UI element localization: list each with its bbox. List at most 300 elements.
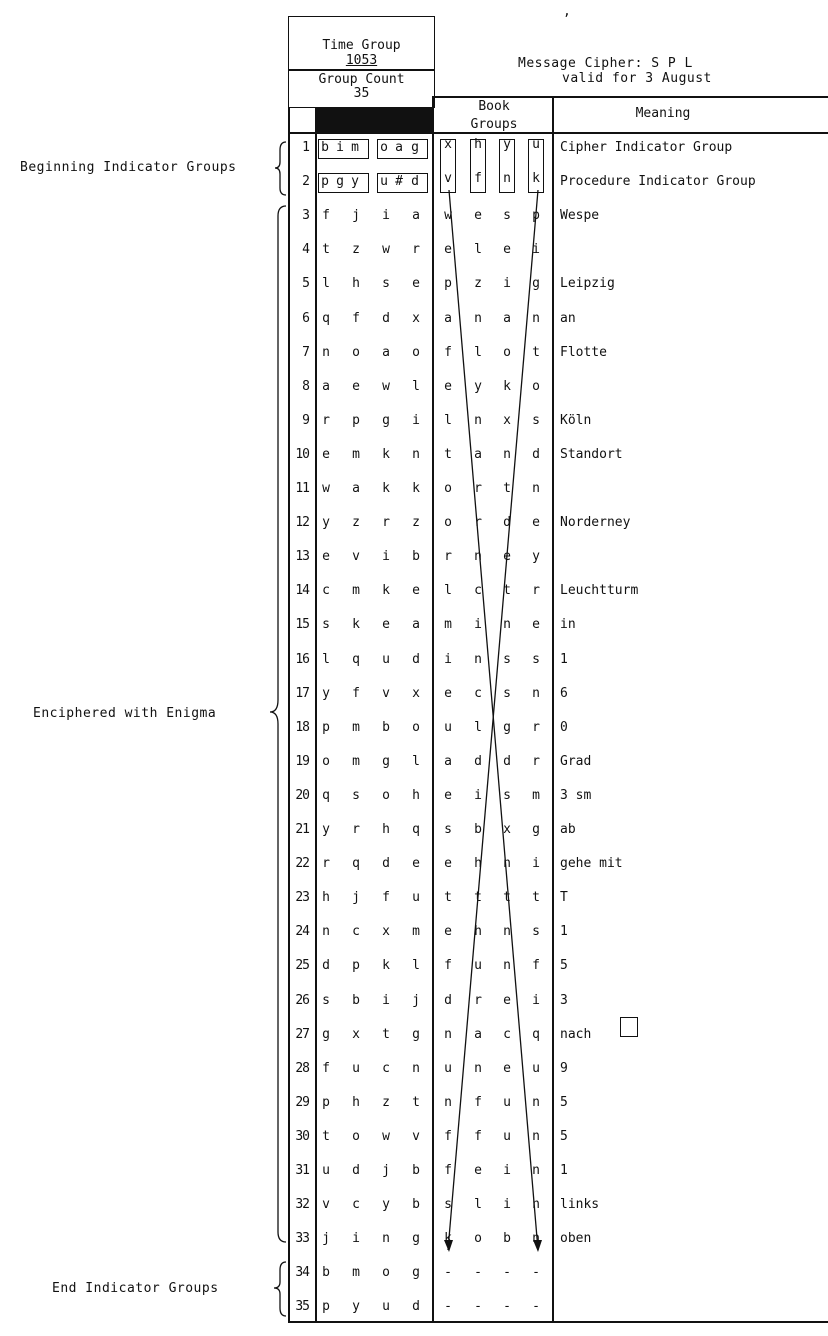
enigma-letter: v (412, 1129, 420, 1144)
book-group-letter: l (444, 583, 452, 598)
enigma-letter: z (382, 1095, 390, 1110)
book-group-letter: d (503, 515, 511, 530)
enigma-letter: x (352, 1027, 360, 1042)
enigma-letter: k (412, 481, 420, 496)
book-group-letter: f (444, 1129, 452, 1144)
book-group-letter: i (503, 1163, 511, 1178)
book-group-letter: a (444, 311, 452, 326)
row-number: 30 (295, 1129, 309, 1144)
meaning-text: 0 (560, 720, 568, 735)
book-group-letter: l (474, 242, 482, 257)
enigma-letter: j (352, 890, 360, 905)
enigma-letter: g (412, 1265, 420, 1280)
book-group-letter: v (444, 171, 452, 186)
book-group-letter: u (474, 958, 482, 973)
row-number: 9 (302, 413, 309, 428)
meaning-text: Standort (560, 447, 623, 462)
book-group-letter: e (444, 788, 452, 803)
meaning-text: ab (560, 822, 576, 837)
enigma-letter: i (382, 208, 390, 223)
time-group-value: 1053 (345, 53, 378, 68)
meaning-text: Köln (560, 413, 592, 428)
book-group-letter: r (532, 754, 540, 769)
enigma-letter: g (412, 1027, 420, 1042)
row-number: 16 (295, 652, 309, 667)
enigma-letter: r (352, 822, 360, 837)
enigma-letter: s (322, 993, 330, 1008)
row-number: 28 (295, 1061, 309, 1076)
enigma-letter: r (322, 413, 330, 428)
enigma-letter: m (412, 924, 420, 939)
book-group-letter: k (503, 379, 511, 394)
enigma-letter: e (412, 276, 420, 291)
meaning-text: oben (560, 1231, 592, 1246)
book-group-letter: - (532, 1299, 540, 1314)
book-group-letter: q (532, 1027, 540, 1042)
book-group-letter: h (474, 137, 482, 152)
book-group-letter: n (503, 617, 511, 632)
book-group-letter: e (474, 208, 482, 223)
book-group-letter: - (444, 1299, 452, 1314)
brace-end (274, 1262, 286, 1316)
enigma-letter: g (322, 1027, 330, 1042)
enigma-letter: y (322, 686, 330, 701)
enigma-letter: e (322, 447, 330, 462)
book-group-letter: n (444, 1027, 452, 1042)
brace-beginning (275, 142, 286, 195)
enigma-letter: x (412, 311, 420, 326)
enigma-letter: o (412, 345, 420, 360)
enigma-letter: n (412, 447, 420, 462)
book-group-letter: i (503, 1197, 511, 1212)
book-group-letter: f (532, 958, 540, 973)
book-groups-label-2: Groups (470, 117, 518, 132)
row-number: 27 (295, 1027, 309, 1042)
book-group-letter: r (474, 993, 482, 1008)
book-group-letter: r (474, 515, 482, 530)
book-group-letter: l (474, 720, 482, 735)
enigma-letter: i (352, 1231, 360, 1246)
book-group-letter: g (532, 276, 540, 291)
book-group-letter: t (444, 447, 452, 462)
book-group-letter: p (444, 276, 452, 291)
enigma-letter: f (352, 311, 360, 326)
book-group-letter: d (532, 447, 540, 462)
book-group-letter: f (474, 1095, 482, 1110)
book-group-letter: b (503, 1231, 511, 1246)
enigma-letter: a (395, 140, 403, 155)
enigma-letter: m (352, 720, 360, 735)
enigma-letter: k (352, 617, 360, 632)
book-group-letter: n (532, 1095, 540, 1110)
enigma-letter: y (382, 1197, 390, 1212)
book-group-letter: m (532, 788, 540, 803)
meaning-text: T (560, 890, 568, 905)
book-group-letter: e (503, 993, 511, 1008)
enigma-letter: k (382, 447, 390, 462)
book-group-letter: y (503, 137, 511, 152)
enigma-letter: b (352, 993, 360, 1008)
row-number: 4 (302, 242, 309, 257)
book-group-letter: n (503, 924, 511, 939)
row-number: 35 (295, 1299, 309, 1314)
row-number: 13 (295, 549, 309, 564)
group-count-label: Group Count (318, 72, 405, 87)
book-group-letter: n (503, 171, 511, 186)
enigma-letter: k (382, 958, 390, 973)
book-group-letter: e (532, 515, 540, 530)
book-group-letter: a (474, 447, 482, 462)
book-group-letter: i (532, 993, 540, 1008)
enigma-letter: l (322, 276, 330, 291)
book-group-letter: a (444, 754, 452, 769)
book-group-letter: o (532, 379, 540, 394)
book-group-letter: t (474, 890, 482, 905)
enigma-letter: e (382, 617, 390, 632)
enigma-letter: a (412, 208, 420, 223)
enigma-letter: z (352, 515, 360, 530)
book-group-letter: - (444, 1265, 452, 1280)
enigma-letter: u (380, 174, 388, 189)
enigma-letter: q (352, 652, 360, 667)
enigma-letter: x (382, 924, 390, 939)
enigma-letter: b (412, 549, 420, 564)
enigma-letter: c (382, 1061, 390, 1076)
enigma-letter: m (352, 1265, 360, 1280)
book-group-letter: c (503, 1027, 511, 1042)
enigma-letter: f (322, 1061, 330, 1076)
book-group-letter: n (532, 1163, 540, 1178)
brace-enciphered (270, 206, 286, 1242)
book-group-letter: x (444, 137, 452, 152)
meaning-text: an (560, 311, 576, 326)
row-number: 7 (302, 345, 309, 360)
book-group-letter: u (503, 1095, 511, 1110)
enigma-letter: o (352, 345, 360, 360)
book-group-letter: m (444, 617, 452, 632)
enigma-letter: o (382, 1265, 390, 1280)
enigma-letter: o (380, 140, 388, 155)
enigma-letter: d (412, 652, 420, 667)
meaning-text: Cipher Indicator Group (560, 140, 733, 155)
enigma-letter: p (352, 958, 360, 973)
enigma-letter: f (322, 208, 330, 223)
book-group-letter: l (474, 1197, 482, 1212)
enigma-letter: l (412, 754, 420, 769)
row-number: 12 (295, 515, 309, 530)
book-group-letter: n (444, 1095, 452, 1110)
book-group-letter: - (503, 1299, 511, 1314)
enigma-letter: j (322, 1231, 330, 1246)
row-number: 31 (295, 1163, 309, 1178)
enigma-letter: z (352, 242, 360, 257)
enigma-letter: w (322, 481, 330, 496)
cipher-line-1: Message Cipher: S P L (518, 56, 693, 71)
enigma-letter: g (412, 1231, 420, 1246)
book-group-letter: n (532, 311, 540, 326)
book-group-letter: h (474, 924, 482, 939)
enigma-letter: y (352, 1299, 360, 1314)
book-group-letter: w (444, 208, 452, 223)
row-number: 22 (295, 856, 309, 871)
meaning-text: 1 (560, 1163, 568, 1178)
book-group-letter: e (444, 242, 452, 257)
book-group-letter: i (532, 856, 540, 871)
book-group-letter: f (444, 1163, 452, 1178)
book-group-letter: s (503, 788, 511, 803)
enigma-letter: d (322, 958, 330, 973)
cipher-line-2: valid for 3 August (562, 71, 712, 86)
label-enciphered: Enciphered with Enigma (33, 706, 217, 721)
enigma-letter: g (382, 754, 390, 769)
row-number: 34 (295, 1265, 309, 1280)
enigma-letter: r (382, 515, 390, 530)
row-number: 26 (295, 993, 309, 1008)
book-group-letter: g (532, 822, 540, 837)
book-group-letter: x (503, 822, 511, 837)
enigma-letter: e (412, 856, 420, 871)
book-group-letter: i (474, 617, 482, 632)
book-group-letter: z (474, 276, 482, 291)
book-group-letter: a (474, 1027, 482, 1042)
enigma-letter: v (322, 1197, 330, 1212)
enigma-letter: e (322, 549, 330, 564)
book-group-letter: n (503, 856, 511, 871)
book-group-letter: s (444, 822, 452, 837)
meaning-text: 6 (560, 686, 568, 701)
book-group-letter: p (532, 208, 540, 223)
row-number: 33 (295, 1231, 309, 1246)
meaning-text: Leipzig (560, 276, 615, 291)
book-group-letter: s (532, 924, 540, 939)
meaning-text: Procedure Indicator Group (560, 174, 756, 189)
book-group-letter: l (474, 345, 482, 360)
row-number: 1 (302, 140, 309, 155)
enigma-letter: r (322, 856, 330, 871)
enigma-letter: j (412, 993, 420, 1008)
enigma-letter: m (352, 754, 360, 769)
meaning-label: Meaning (635, 106, 691, 121)
enigma-letter: t (322, 242, 330, 257)
book-group-letter: e (503, 1061, 511, 1076)
enigma-letter: l (322, 652, 330, 667)
book-group-letter: c (474, 686, 482, 701)
enigma-letter: s (322, 617, 330, 632)
enigma-letter: p (322, 720, 330, 735)
meaning-text: in (560, 617, 576, 632)
book-group-letter: s (503, 652, 511, 667)
enigma-letter: s (382, 276, 390, 291)
book-group-letter: n (532, 1231, 540, 1246)
enigma-letter: a (412, 617, 420, 632)
book-group-letter: r (532, 583, 540, 598)
book-group-letter: u (444, 1061, 452, 1076)
enigma-letter: s (352, 788, 360, 803)
book-group-letter: u (503, 1129, 511, 1144)
enigma-letter: e (352, 379, 360, 394)
book-group-letter: r (444, 549, 452, 564)
book-group-letter: n (532, 1129, 540, 1144)
row-number: 10 (295, 447, 309, 462)
book-group-letter: n (532, 686, 540, 701)
meaning-text: Norderney (560, 515, 631, 530)
book-group-letter: t (503, 481, 511, 496)
enigma-letter: d (382, 856, 390, 871)
label-end-groups: End Indicator Groups (52, 1281, 219, 1296)
enigma-letter: y (322, 515, 330, 530)
row-number: 2 (302, 174, 309, 189)
enigma-letter: j (352, 208, 360, 223)
book-group-letter: d (503, 754, 511, 769)
meaning-text: nach (560, 1027, 592, 1042)
enigma-letter: u (382, 1299, 390, 1314)
book-group-letter: f (444, 345, 452, 360)
row-number: 11 (295, 481, 309, 496)
meaning-text: links (560, 1197, 600, 1212)
book-group-letter: u (444, 720, 452, 735)
book-group-letter: i (532, 242, 540, 257)
enigma-letter: m (352, 447, 360, 462)
enigma-letter: m (351, 140, 359, 155)
book-group-letter: e (444, 686, 452, 701)
row-number: 25 (295, 958, 309, 973)
enigma-letter: h (322, 890, 330, 905)
book-group-letter: e (503, 549, 511, 564)
enigma-letter: n (322, 924, 330, 939)
enigma-letter: b (382, 720, 390, 735)
enigma-letter: a (322, 379, 330, 394)
meaning-text: 3 sm (560, 788, 592, 803)
book-group-letter: s (532, 652, 540, 667)
checkbox-square (620, 1017, 638, 1037)
book-group-letter: u (532, 1061, 540, 1076)
enigma-letter: v (382, 686, 390, 701)
enigma-letter: g (411, 140, 419, 155)
enigma-letter: c (352, 924, 360, 939)
book-group-letter: c (474, 583, 482, 598)
enigma-letter: f (382, 890, 390, 905)
book-group-letter: i (444, 652, 452, 667)
book-group-letter: t (532, 345, 540, 360)
enigma-letter: m (352, 583, 360, 598)
enigma-letter: u (352, 1061, 360, 1076)
book-group-letter: d (444, 993, 452, 1008)
enigma-letter: i (336, 140, 344, 155)
enigma-letter: i (382, 549, 390, 564)
book-group-letter: e (444, 379, 452, 394)
book-group-letter: o (474, 1231, 482, 1246)
enigma-letter: o (382, 788, 390, 803)
enigma-letter: y (322, 822, 330, 837)
enigma-letter: h (352, 1095, 360, 1110)
enigma-letter: n (382, 1231, 390, 1246)
book-group-letter: n (532, 481, 540, 496)
book-group-letter: s (532, 413, 540, 428)
enigma-letter: t (382, 1027, 390, 1042)
enigma-letter: g (336, 174, 344, 189)
enigma-letter: d (411, 174, 419, 189)
book-group-letter: - (503, 1265, 511, 1280)
enigma-letter: t (412, 1095, 420, 1110)
book-group-letter: t (444, 890, 452, 905)
meaning-text: Leuchtturm (560, 583, 639, 598)
enigma-letter: c (352, 1197, 360, 1212)
meaning-text: 1 (560, 924, 568, 939)
enigma-letter: p (322, 1299, 330, 1314)
enigma-letter: a (382, 345, 390, 360)
row-number: 23 (295, 890, 309, 905)
meaning-text: 9 (560, 1061, 568, 1076)
row-number: 29 (295, 1095, 309, 1110)
book-group-letter: f (474, 1129, 482, 1144)
book-group-letter: r (474, 481, 482, 496)
enigma-letter: z (412, 515, 420, 530)
book-group-letter: f (444, 958, 452, 973)
book-group-letter: u (532, 137, 540, 152)
row-number: 32 (295, 1197, 309, 1212)
book-group-letter: n (503, 447, 511, 462)
enigma-letter: u (382, 652, 390, 667)
enigma-letter: w (382, 242, 390, 257)
book-group-letter: h (474, 856, 482, 871)
row-number: 15 (295, 617, 309, 632)
book-group-letter: n (503, 958, 511, 973)
meaning-text: Flotte (560, 345, 607, 360)
row-number: 6 (302, 311, 309, 326)
book-group-letter: t (503, 583, 511, 598)
enigma-letter: v (352, 549, 360, 564)
meaning-text: 1 (560, 652, 568, 667)
book-group-letter: a (503, 311, 511, 326)
enigma-letter: k (382, 481, 390, 496)
row-number: 17 (295, 686, 309, 701)
book-group-letter: r (532, 720, 540, 735)
book-groups-label-1: Book (478, 99, 510, 114)
book-group-letter: n (474, 413, 482, 428)
enigma-letter: j (382, 1163, 390, 1178)
book-group-letter: n (474, 549, 482, 564)
enigma-letter: w (382, 1129, 390, 1144)
book-group-letter: k (532, 171, 540, 186)
enigma-letter: q (352, 856, 360, 871)
meaning-text: 3 (560, 993, 568, 1008)
row-number: 3 (302, 208, 309, 223)
enigma-letter: p (321, 174, 329, 189)
row-number: 19 (295, 754, 309, 769)
meaning-text: Grad (560, 754, 592, 769)
book-group-letter: i (474, 788, 482, 803)
book-group-letter: n (532, 1197, 540, 1212)
book-group-letter: - (532, 1265, 540, 1280)
enigma-letter: l (412, 958, 420, 973)
enigma-letter: n (322, 345, 330, 360)
enigma-letter: d (382, 311, 390, 326)
enigma-letter: t (322, 1129, 330, 1144)
enigma-letter: q (322, 788, 330, 803)
label-beginning-groups: Beginning Indicator Groups (20, 160, 237, 175)
enigma-letter: d (352, 1163, 360, 1178)
enigma-letter: c (322, 583, 330, 598)
row-number: 24 (295, 924, 309, 939)
enigma-letter: x (412, 686, 420, 701)
book-group-letter: n (474, 311, 482, 326)
enigma-letter: n (412, 1061, 420, 1076)
row-number: 18 (295, 720, 309, 735)
row-number: 20 (295, 788, 309, 803)
book-group-letter: n (474, 1061, 482, 1076)
enigma-letter: w (382, 379, 390, 394)
enigma-letter: u (322, 1163, 330, 1178)
